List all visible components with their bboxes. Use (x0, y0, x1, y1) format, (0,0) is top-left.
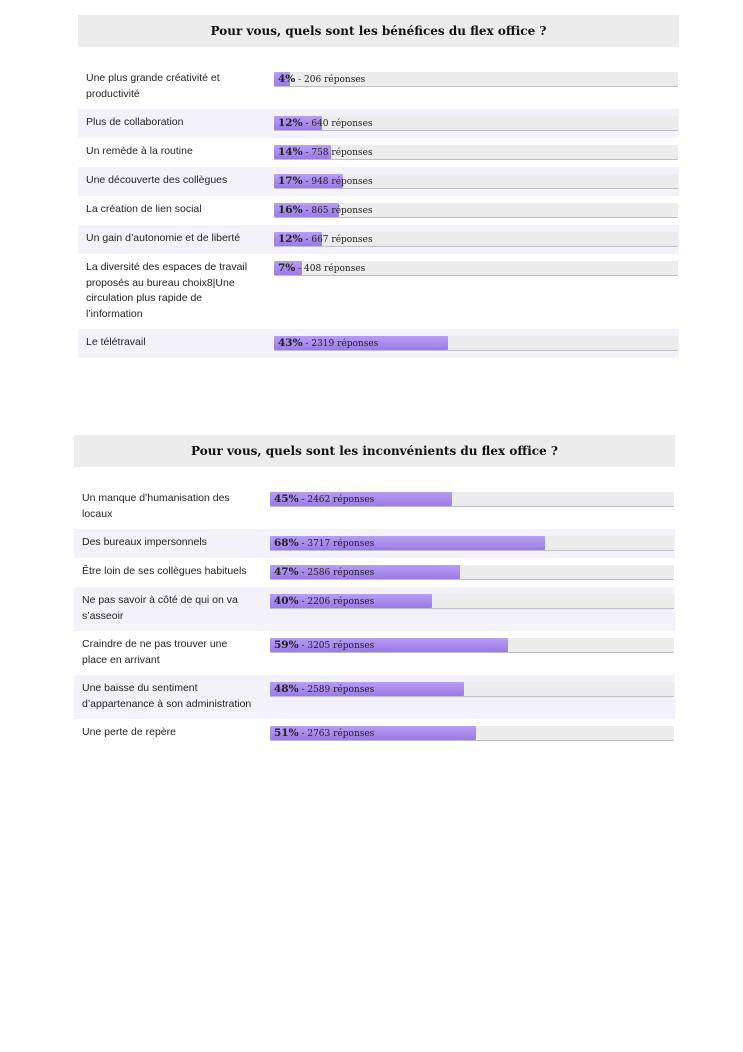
answer-label: Une plus grande créativité et productivité (86, 72, 220, 100)
answer-percent: 4% (278, 73, 296, 85)
answer-row (74, 675, 675, 719)
answer-bar-text (278, 174, 373, 188)
answer-bar-text (274, 565, 374, 579)
answer-count: - 2319 réponses (302, 339, 379, 349)
answer-percent: 43% (278, 337, 303, 349)
answer-bar-track (274, 72, 678, 87)
answers-list (74, 485, 675, 748)
answer-label: La diversité des espaces de travail proposés au bureau choix8|Une circulation plus rapide de l’information (86, 261, 248, 320)
answer-row (74, 631, 675, 675)
answer-label: Un gain d’autonomie et de liberté (86, 232, 241, 244)
answer-bar-track (270, 726, 674, 741)
answer-row (74, 719, 675, 748)
answer-row (74, 529, 675, 558)
answer-bar-track (274, 145, 678, 160)
answer-row (78, 329, 679, 358)
answer-label: Un remède à la routine (86, 145, 193, 157)
answer-bar-track (274, 174, 678, 189)
answer-bar-track (270, 682, 674, 697)
answer-label: Le télétravail (86, 336, 146, 348)
answer-bar-track (270, 565, 674, 580)
answer-bar-text (274, 682, 374, 696)
answer-bar-text (278, 72, 365, 86)
answer-bar-text (278, 232, 373, 246)
answer-bar-track (270, 594, 674, 609)
answer-label: Être loin de ses collègues habituels (82, 565, 247, 577)
answer-label: Une perte de repère (82, 726, 176, 738)
answer-bar-track (274, 261, 678, 276)
answer-percent: 14% (278, 146, 303, 158)
answer-bar-text (278, 116, 373, 130)
answer-row (78, 167, 679, 196)
answer-percent: 17% (278, 175, 303, 187)
answer-bar-text (274, 594, 374, 608)
drawbacks-survey (74, 435, 675, 748)
answer-row (74, 587, 675, 631)
answer-bar-track (274, 203, 678, 218)
answer-row (78, 225, 679, 254)
answer-count: - 2589 réponses (298, 685, 375, 695)
answer-percent: 47% (274, 566, 299, 578)
answer-count: - 948 réponses (302, 177, 373, 187)
answer-row (78, 138, 679, 167)
answer-percent: 16% (278, 204, 303, 216)
answer-percent: 59% (274, 639, 299, 651)
answer-count: - 640 réponses (302, 119, 373, 129)
answer-row (78, 109, 679, 138)
answer-count: - 2586 réponses (298, 568, 375, 578)
answer-bar-text (274, 726, 374, 740)
answer-bar-track (274, 336, 678, 351)
answer-percent: 12% (278, 117, 303, 129)
survey-title: Pour vous, quels sont les bénéfices du flex office ? (78, 15, 679, 47)
answer-bar-text (274, 492, 374, 506)
answer-bar-text (278, 145, 373, 159)
answer-label: Ne pas savoir à côté de qui on va s’asseoir (82, 594, 238, 622)
answer-count: - 2462 réponses (298, 495, 375, 505)
answer-count: - 865 réponses (302, 206, 373, 216)
survey-title: Pour vous, quels sont les inconvénients du flex office ? (74, 435, 675, 467)
answer-percent: 68% (274, 537, 299, 549)
answer-count: - 3717 réponses (298, 539, 375, 549)
answer-count: - 408 réponses (295, 264, 366, 274)
answer-bar-text (278, 336, 378, 350)
answer-percent: 51% (274, 727, 299, 739)
answer-bar-text (278, 203, 373, 217)
answer-bar-text (274, 638, 374, 652)
answer-label: Une découverte des collègues (86, 174, 228, 186)
answer-bar-track (270, 536, 674, 551)
answer-count: - 2763 réponses (298, 729, 375, 739)
answer-label: Craindre de ne pas trouver une place en arrivant (82, 638, 228, 666)
answer-label: Plus de collaboration (86, 116, 184, 128)
answer-count: - 667 réponses (302, 235, 373, 245)
answer-count: - 2206 réponses (298, 597, 375, 607)
answer-label: La création de lien social (86, 203, 202, 215)
answer-bar-text (274, 536, 374, 550)
answer-bar-track (274, 232, 678, 247)
answer-percent: 7% (278, 262, 296, 274)
answer-count: - 3205 réponses (298, 641, 375, 651)
answer-percent: 12% (278, 233, 303, 245)
answer-row (78, 254, 679, 329)
answer-percent: 40% (274, 595, 299, 607)
answers-list (78, 65, 679, 358)
answer-bar-text (278, 261, 365, 275)
answer-count: - 206 réponses (295, 75, 366, 85)
answer-percent: 45% (274, 493, 299, 505)
answer-row (74, 485, 675, 529)
answer-row (78, 65, 679, 109)
answer-label: Un manque d’humanisation des locaux (82, 492, 230, 520)
answer-row (78, 196, 679, 225)
answer-bar-track (270, 638, 674, 653)
answer-row (74, 558, 675, 587)
benefits-survey (78, 15, 679, 358)
answer-count: - 758 réponses (302, 148, 373, 158)
answer-bar-track (270, 492, 674, 507)
answer-label: Des bureaux impersonnels (82, 536, 207, 548)
answer-bar-track (274, 116, 678, 131)
answer-percent: 48% (274, 683, 299, 695)
answer-label: Une baisse du sentiment d’appartenance à son administration (82, 682, 252, 710)
